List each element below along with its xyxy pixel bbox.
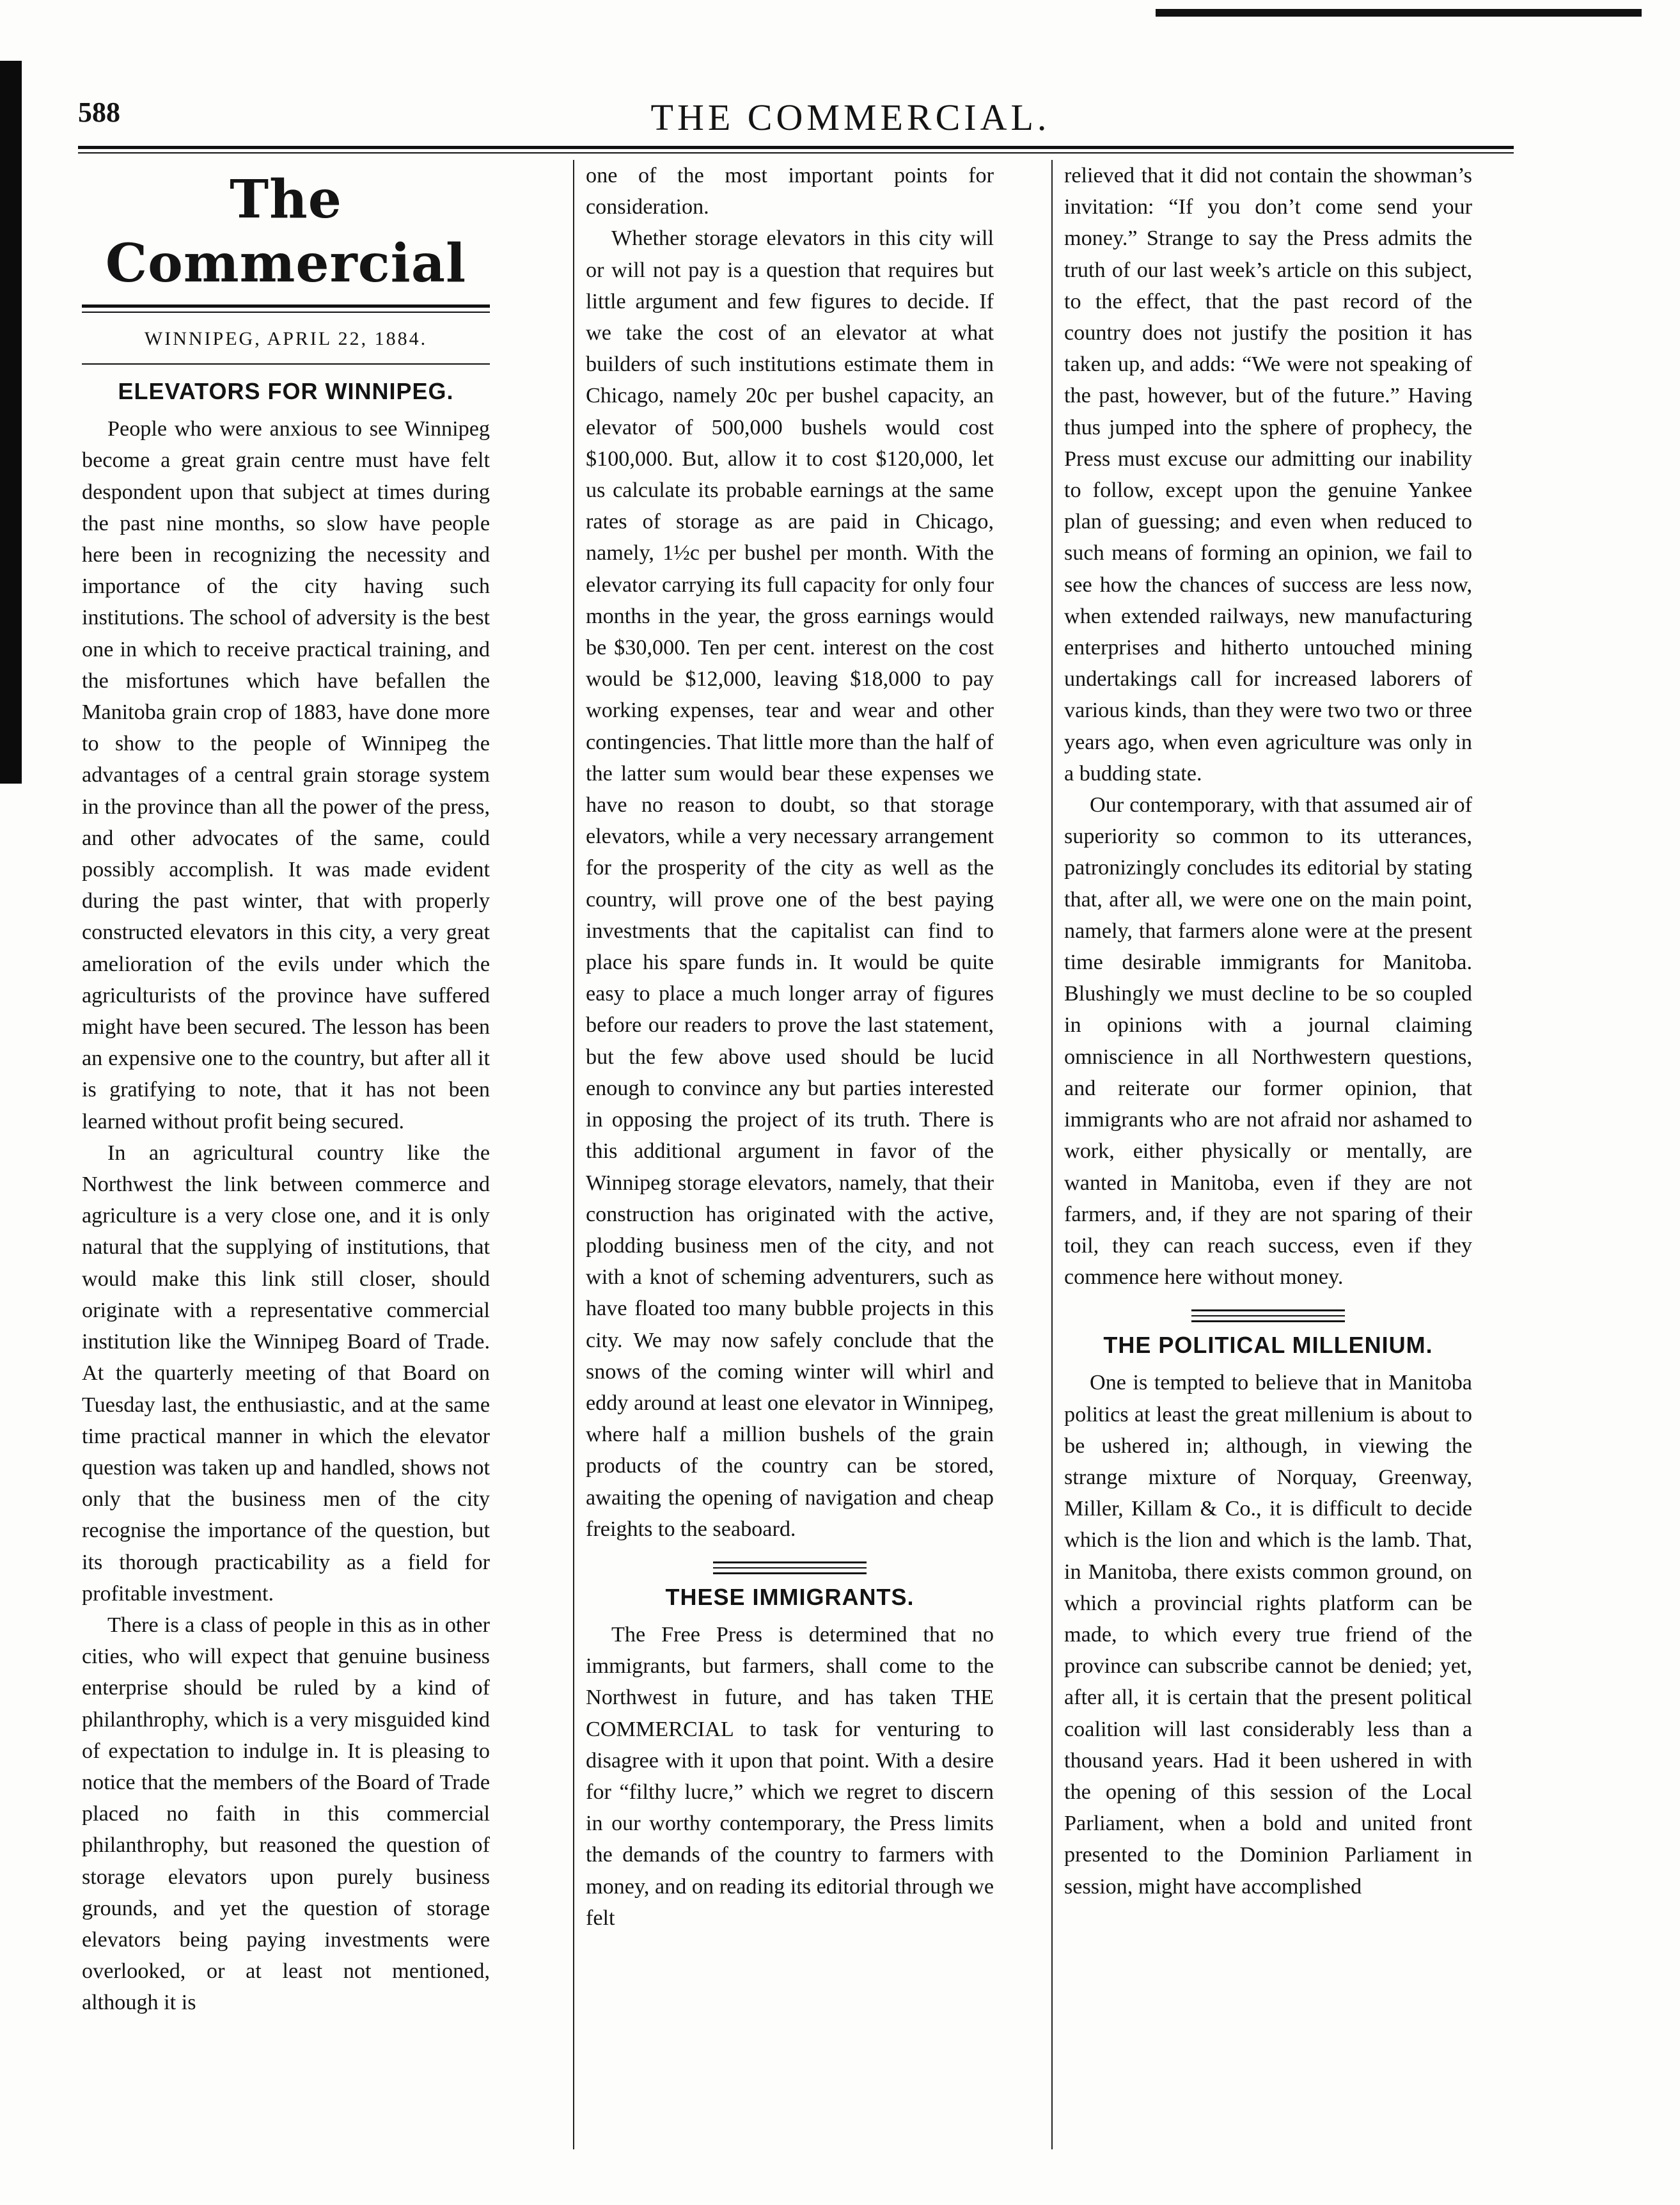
- header-rule-thin: [78, 152, 1514, 154]
- dateline-rule: [82, 363, 490, 365]
- paragraph: One is tempted to believe that in Manitoba politics at least the great millenium is about to be ushered in; although, in viewing the strange mixture of Norquay, Greenway, Miller, Killam & Co., it is difficult to decide which is the lion and which is the lamb. That, in Manitoba, there exists common ground, on which a provincial rights platform can be made, to which every true friend of the province can subscribe cannot be denied; yet, after all, it is certain that the present political coalition will last considerably less than a thousand years. Had it been ushered in with the opening of this session of the Local Parliament, when a bold and united front presented to the Dominion Parliament in session, might have accomplished: [1064, 1371, 1472, 1899]
- paragraph: Our contemporary, with that assumed air of superiority so common to its utterances, patronizingly concludes its editorial by stating that, after all, we were one on the main point, namely, that farmers alone were at the present time desirable immigrants for Manitoba. Blushingly we must decline to be so coupled in opinions with a journal claiming omniscience in all Northwestern questions, and reiterate our former opinion, that immigrants who are not afraid nor ashamed to work, either physically or mentally, are wanted in Manitoba, even if they are not farmers, and, if they are not sparing of their toil, they can reach success, even if they commence here without money.: [1064, 793, 1472, 1290]
- paragraph: In an agricultural country like the Northwest the link between commerce and agriculture is a very close one, and it is only natural that the supplying of institutions, that would make this link still closer, should originate with a representative commercial institution like the Winnipeg Board of Trade. At the quarterly meeting of that Board on Tuesday last, the enthusiastic, and at the same time practical manner in which the elevator question was taken up and handled, shows not only that the business men of the city recognise the importance of the question, but its thorough practicability as a field for profitable investment.: [82, 1141, 490, 1606]
- paragraph-continued: relieved that it did not contain the showman’s invitation: “If you don’t come send your money.” Strange to say the Press admits the truth of our last week’s article on this subject, to the effect, that the past record of the country does not justify the position it has taken up, and adds: “We were not speaking of the past, however, but of the future.” Having thus jumped into the sphere of prophecy, the Press must excuse our admitting our inability to follow, except upon the genuine Yankee plan of guessing; and even when reduced to such means of forming an opinion, we fail to see how the chances of success are less now, when extended railways, new manufacturing enterprises and hitherto untouched mining undertakings call for increased laborers of various kinds, than they were two two or three years ago, when even agriculture was only in a budding state.: [1064, 164, 1472, 786]
- running-title: THE COMMERCIAL.: [650, 97, 1051, 138]
- header-rule: [78, 146, 1514, 149]
- masthead-title: The Commercial: [105, 169, 467, 294]
- column-1: [82, 160, 490, 2149]
- column-rule-2: [1051, 160, 1053, 2149]
- section-divider: [713, 1561, 867, 1574]
- paragraph: People who were anxious to see Winnipeg become a great grain centre must have felt despondent upon that subject at times during the past nine months, so slow have people here been in recognizing the necessity and importance of the city having such institutions. The school of adversity is the best one in which to receive practical training, and the misfortunes which have befallen the Manitoba grain crop of 1883, have done more to show to the people of Winnipeg the advantages of a central grain storage system in the province than all the power of the press, and other advocates of the same, could possibly accomplish. It was made evident during the past winter, that with properly constructed elevators in this city, a very great amelioration of the evils under which the agriculturists of the province have suffered might have been secured. The lesson has been an expensive one to the country, but after all it is gratifying to note, that it has not been learned without profit being secured.: [82, 417, 490, 1134]
- page-number: 588: [78, 97, 120, 128]
- top-edge-stroke: [1156, 9, 1642, 17]
- paragraph: The Free Press is determined that no immigrants, but farmers, shall come to the Northwest in future, and has taken THE COMMERCIAL to task for venturing to disagree with it upon that point. With a desire for “filthy lucre,” which we regret to discern in our worthy contemporary, the Press limits the demands of the country to farmers with money, and on reading its editorial through we felt: [586, 1622, 994, 1930]
- headline-political-millenium: THE POLITICAL MILLENIUM.: [1103, 1332, 1433, 1359]
- paragraph: There is a class of people in this as in other cities, who will expect that genuine business enterprise should be ruled by a kind of philanthrophy, which is a very misguided kind of expectation to indulge in. It is pleasing to notice that the members of the Board of Trade placed no faith in this commercial philanthrophy, but reasoned the question of storage elevators upon purely business grounds, and yet the question of storage elevators being paying investments were overlooked, or at least not mentioned, although it is: [82, 1613, 490, 2015]
- section-divider: [1191, 1309, 1345, 1322]
- masthead-rule: [82, 304, 490, 313]
- paragraph: Whether storage elevators in this city will or will not pay is a question that requires but little argument and few figures to decide. If we take the cost of an elevator at what builders of such institutions estimate them in Chicago, namely 20c per bushel capacity, an elevator of 500,000 bushels would cost $100,000. But, allow it to cost $120,000, let us calculate its probable earnings at the same rates of storage as are paid in Chicago, namely, 1½c per bushel per month. With the elevator carrying its full capacity for only four months in the year, the gross earnings would be $30,000. Ten per cent. interest on the cost would be $12,000, leaving $18,000 to pay working expenses, tear and wear and other contingencies. That little more than the half of the latter sum would bear these expenses we have no reason to doubt, so that storage elevators, while a very necessary arrangement for the prosperity of the city as well as the country, will prove one of the best paying investments that the capitalist can find to place his spare funds in. It would be quite easy to place a much longer array of figures before our readers to prove the last statement, but the few above used should be lucid enough to convince any but parties interested in opposing the project of its truth. There is this additional argument in favor of the Winnipeg storage elevators, namely, that their construction has originated with the active, plodding business men of the city, and not with a knot of scheming adventurers, such as have floated too many bubble projects in this city. We may now safely conclude that the snows of the coming winter will whirl and eddy around at least one elevator in Winnipeg, where half a million bushels of the grain products of the country can be stored, awaiting the opening of navigation and cheap freights to the seaboard.: [586, 226, 994, 1541]
- page-edge-bar: [0, 61, 22, 784]
- column-2: [586, 160, 994, 2149]
- headline-elevators: ELEVATORS FOR WINNIPEG.: [118, 378, 454, 405]
- paragraph-continued: one of the most important points for consideration.: [586, 164, 994, 219]
- dateline: WINNIPEG, APRIL 22, 1884.: [144, 328, 428, 349]
- column-rule-1: [573, 160, 574, 2149]
- headline-immigrants: THESE IMMIGRANTS.: [665, 1583, 915, 1610]
- column-3: [1064, 160, 1472, 2149]
